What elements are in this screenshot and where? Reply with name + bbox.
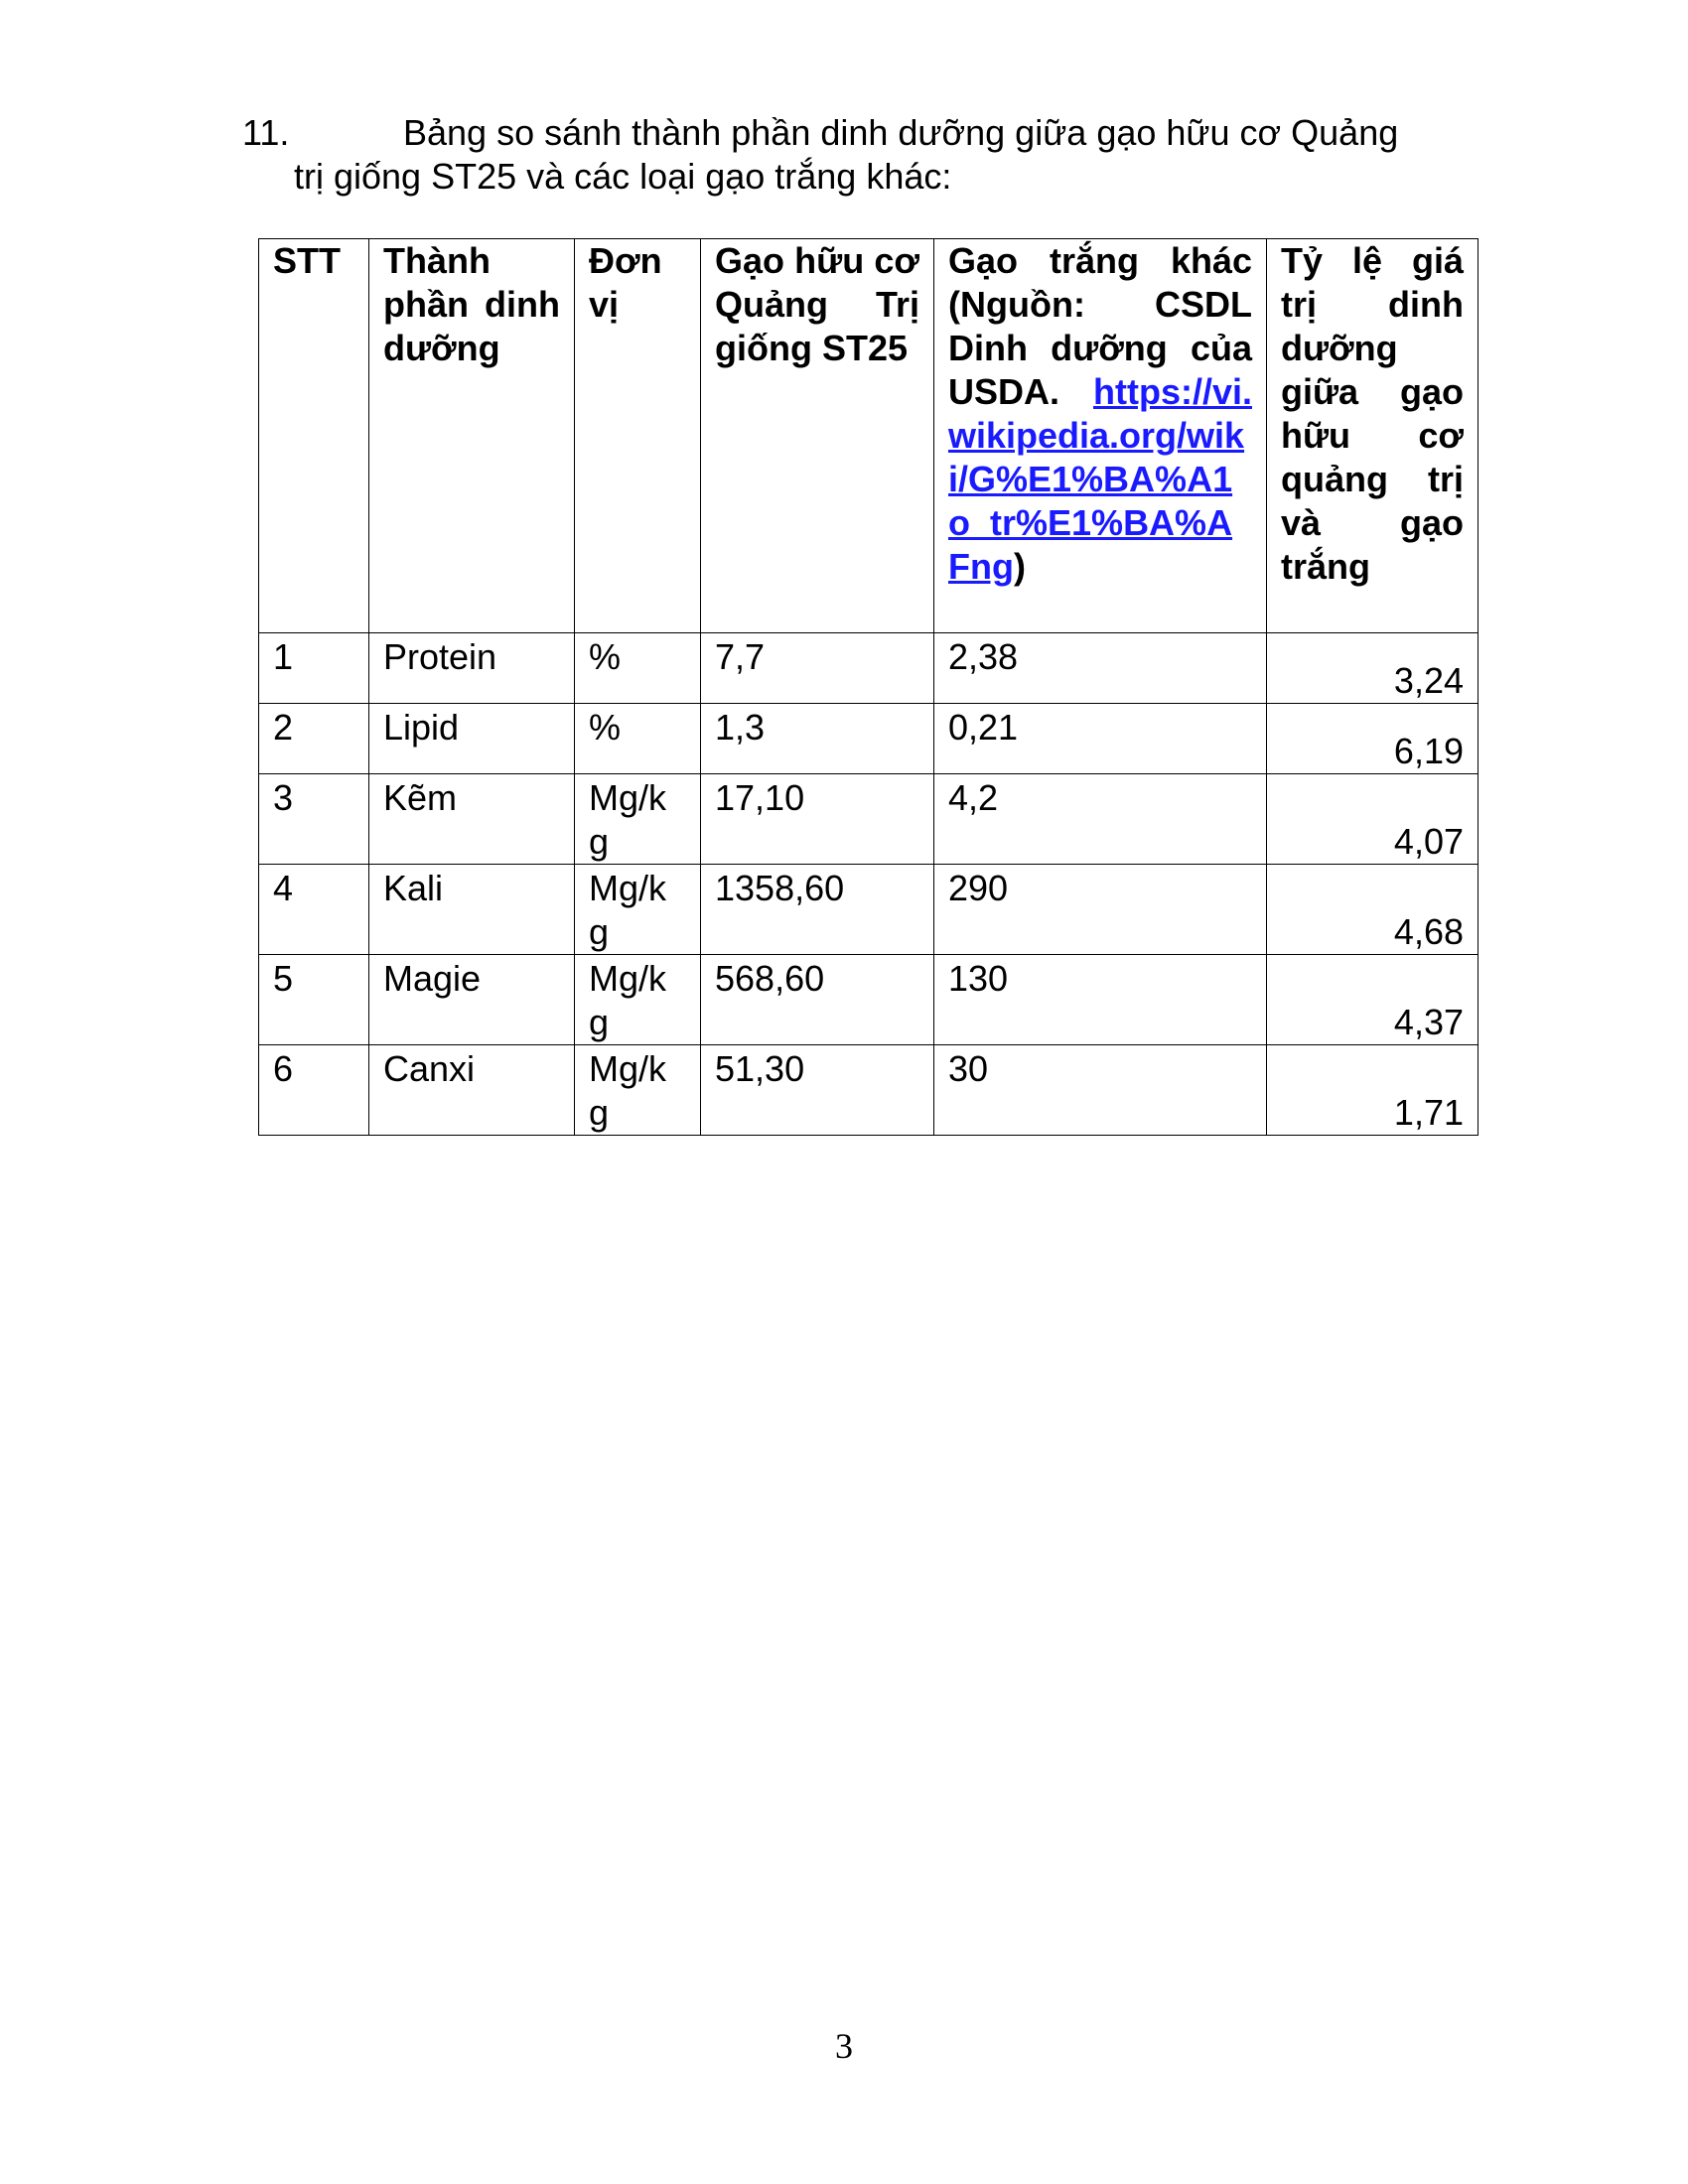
table-row (259, 955, 1478, 1045)
cell-ratio: 3,24 (1267, 633, 1478, 704)
table-row (259, 704, 1478, 774)
cell-ratio: 1,71 (1267, 1045, 1478, 1136)
cell-component: Kali (369, 865, 575, 955)
header-other-rice-suffix: ) (1013, 546, 1026, 587)
cell-unit: % (575, 704, 701, 774)
heading-number: 11. (242, 112, 290, 153)
header-stt: STT (259, 239, 369, 633)
header-other-rice-text: Gạo trắng khác (Nguồn: CSDL Dinh dưỡng của USDA. (948, 240, 1252, 412)
table-row (259, 633, 1478, 704)
heading-line-1 (242, 111, 1483, 155)
cell-ratio: 4,37 (1267, 955, 1478, 1045)
header-ratio: Tỷ lệ giá trị dinh dưỡng giữa gạo hữu cơ quảng trị và gạo trắng (1267, 239, 1478, 633)
header-other-rice (934, 239, 1267, 633)
cell-other: 2,38 (934, 633, 1267, 704)
cell-organic: 1,3 (701, 704, 934, 774)
table-row (259, 774, 1478, 865)
cell-other: 290 (934, 865, 1267, 955)
header-organic-rice: Gạo hữu cơ Quảng Trị giống ST25 (701, 239, 934, 633)
cell-stt: 1 (259, 633, 369, 704)
cell-other: 130 (934, 955, 1267, 1045)
usda-source-link[interactable]: https://vi.wikipedia.org/wiki/G%E1%BA%A1o_tr%E1%BA%AFng (948, 371, 1252, 587)
header-unit: Đơn vị (575, 239, 701, 633)
cell-stt: 2 (259, 704, 369, 774)
cell-other: 4,2 (934, 774, 1267, 865)
table-row (259, 1045, 1478, 1136)
section-heading (242, 111, 1483, 199)
table-header-row (259, 239, 1478, 633)
cell-ratio: 6,19 (1267, 704, 1478, 774)
cell-organic: 7,7 (701, 633, 934, 704)
cell-unit: Mg/kg (575, 774, 701, 865)
header-component: Thành phần dinh dưỡng (369, 239, 575, 633)
cell-component: Protein (369, 633, 575, 704)
page-number: 3 (835, 2026, 853, 2066)
cell-other: 30 (934, 1045, 1267, 1136)
cell-unit: Mg/kg (575, 955, 701, 1045)
cell-ratio: 4,07 (1267, 774, 1478, 865)
cell-organic: 1358,60 (701, 865, 934, 955)
cell-unit: % (575, 633, 701, 704)
heading-text-line-2: trị giống ST25 và các loại gạo trắng khác: (294, 156, 952, 197)
cell-component: Magie (369, 955, 575, 1045)
cell-organic: 17,10 (701, 774, 934, 865)
table-row (259, 865, 1478, 955)
heading-text-line-1: Bảng so sánh thành phần dinh dưỡng giữa gạo hữu cơ Quảng (403, 112, 1399, 153)
cell-component: Canxi (369, 1045, 575, 1136)
cell-unit: Mg/kg (575, 865, 701, 955)
cell-ratio: 4,68 (1267, 865, 1478, 955)
cell-stt: 5 (259, 955, 369, 1045)
cell-unit: Mg/kg (575, 1045, 701, 1136)
cell-component: Kẽm (369, 774, 575, 865)
cell-stt: 6 (259, 1045, 369, 1136)
cell-other: 0,21 (934, 704, 1267, 774)
cell-stt: 4 (259, 865, 369, 955)
cell-component: Lipid (369, 704, 575, 774)
cell-organic: 568,60 (701, 955, 934, 1045)
cell-stt: 3 (259, 774, 369, 865)
cell-organic: 51,30 (701, 1045, 934, 1136)
nutrition-comparison-table (258, 238, 1478, 1136)
